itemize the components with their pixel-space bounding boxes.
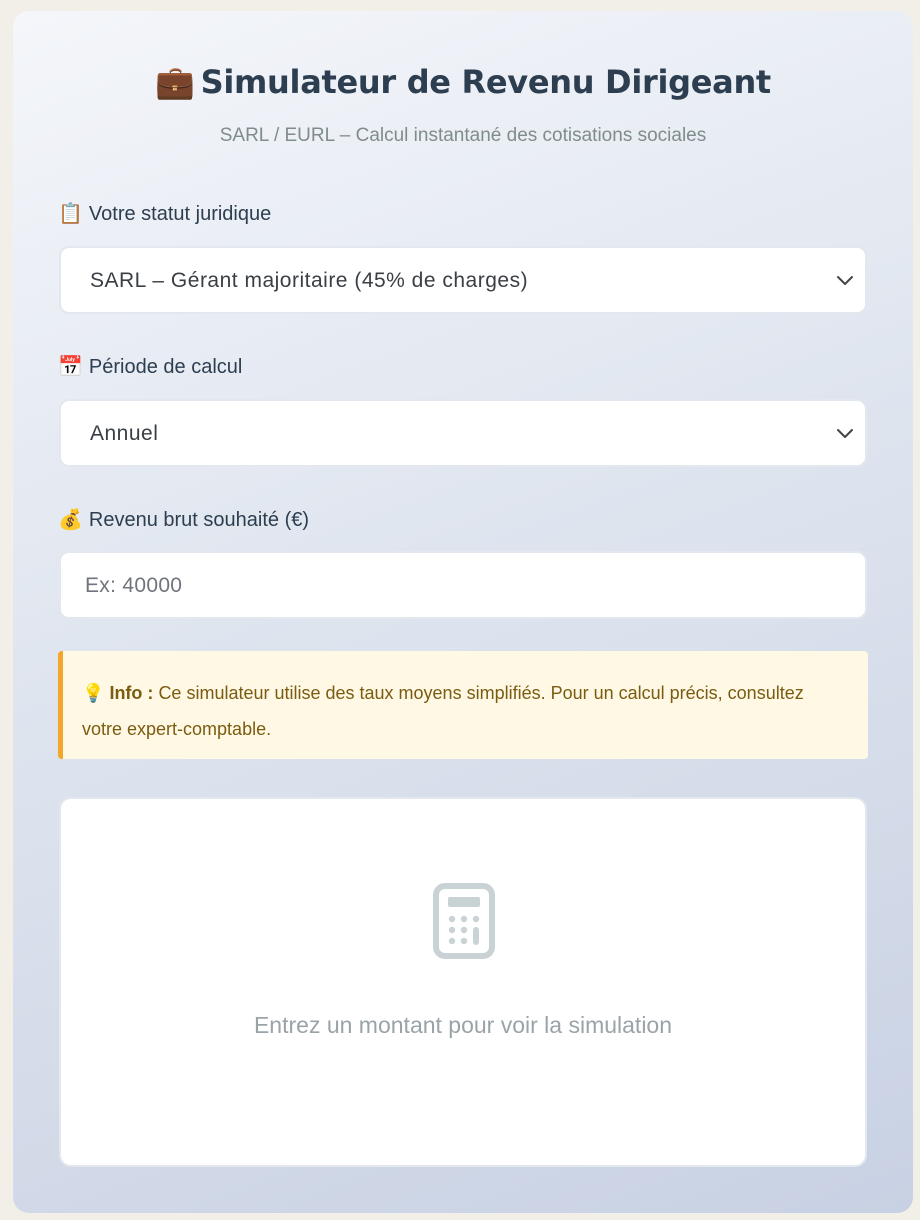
period-select[interactable] [59, 399, 867, 467]
income-label-text: Revenu brut souhaité (€) [88, 509, 310, 531]
page-title-text: Simulateur de Revenu Dirigeant [200, 63, 771, 101]
money-bag-icon: 💰 [58, 509, 83, 531]
lightbulb-icon: 💡 [82, 683, 105, 703]
status-select-value: SARL – Gérant majoritaire (45% de charges) [90, 269, 529, 292]
status-label [58, 201, 271, 226]
period-select-value: Annuel [90, 422, 159, 445]
period-label-text: Période de calcul [88, 356, 243, 378]
clipboard-icon: 📋 [58, 203, 83, 225]
simulator-card [13, 11, 913, 1213]
info-text: Ce simulateur utilise des taux moyens simplifiés. Pour un calcul précis, consultez votre expert-comptable. [82, 683, 804, 739]
page-title [13, 63, 913, 101]
calendar-icon: 📅 [58, 356, 83, 378]
briefcase-icon: 💼 [155, 63, 195, 101]
period-label [58, 354, 242, 379]
status-select[interactable] [59, 246, 867, 314]
income-label [58, 507, 309, 532]
income-input[interactable] [59, 551, 867, 619]
status-label-text: Votre statut juridique [88, 203, 272, 225]
info-title: Info : [109, 683, 154, 703]
result-empty-message: Entrez un montant pour voir la simulation [253, 1012, 673, 1038]
result-panel [59, 797, 867, 1167]
income-input-placeholder: Ex: 40000 [85, 574, 183, 597]
chevron-down-icon [835, 270, 855, 290]
info-box [58, 651, 868, 759]
calculator-icon [433, 883, 495, 959]
chevron-down-icon [835, 423, 855, 443]
page-subtitle: SARL / EURL – Calcul instantané des cotisations sociales [219, 125, 707, 146]
